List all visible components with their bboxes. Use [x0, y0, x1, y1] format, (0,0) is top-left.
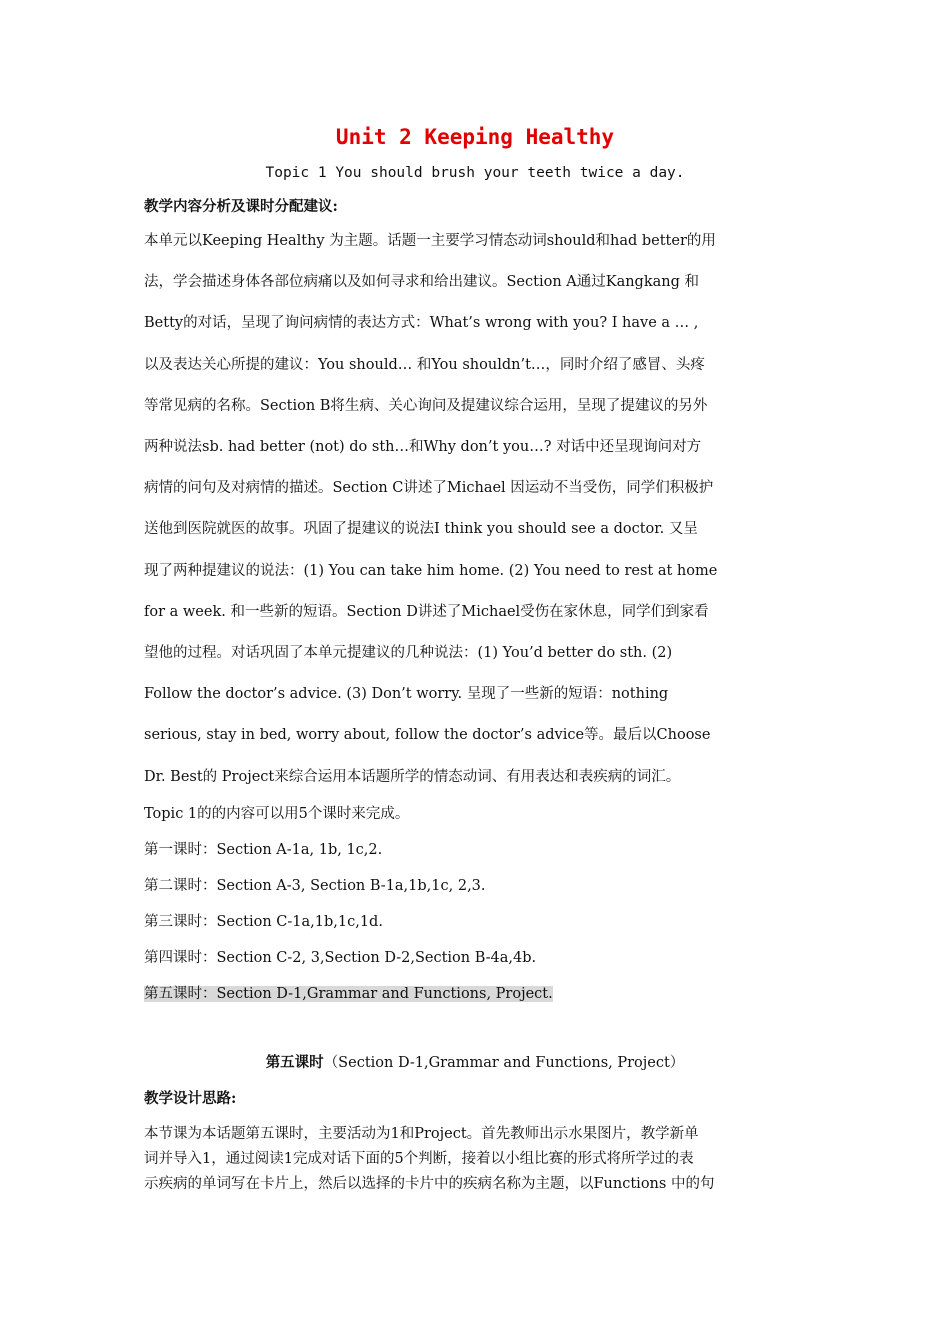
paragraph-line: Betty的对话，呈现了询问病情的表达方式：What’s wrong with you? I have a … , [144, 315, 699, 332]
page-subtitle: Topic 1 You should brush your teeth twice a day. [265, 165, 685, 181]
paragraph-line: 法，学会描述身体各部位病痛以及如何寻求和给出建议。Section A通过Kangkang 和 [144, 274, 700, 291]
analysis-paragraph [144, 221, 808, 798]
design-paragraph [144, 1122, 808, 1196]
paragraph-line: for a week. 和一些新的短语。Section D讲述了Michael受伤在家休息，同学们到家看 [144, 603, 709, 620]
highlighted-text: 第五课时：Section D-1,Grammar and Functions, Project. [144, 986, 553, 1002]
paragraph-line: Follow the doctor’s advice. (3) Don’t worry. 呈现了一些新的短语：nothing [144, 686, 669, 703]
lesson5-title [0, 1052, 950, 1074]
paragraph-line: 送他到医院就医的故事。巩固了提建议的说法I think you should see a doctor. 又呈 [144, 521, 698, 538]
paragraph-line: Dr. Best的 Project来综合运用本话题所学的情态动词、有用表达和表疾病的词汇。 [144, 768, 681, 785]
paragraph-line: 以及表达关心所提的建议：You should… 和You shouldn’t…，同时介绍了感冒、头疼 [144, 356, 705, 373]
lesson5-title-rest: （Section D-1,Grammar and Functions, Project） [323, 1055, 685, 1071]
paragraph-line: 本节课为本话题第五课时，主要活动为1和Project。首先教师出示水果图片，教学新单 [144, 1126, 699, 1142]
lesson-item: 第二课时：Section A-3, Section B-1a,1b,1c, 2,3. [144, 878, 486, 894]
paragraph-line: 词并导入1，通过阅读1完成对话下面的5个判断，接着以小组比赛的形式将所学过的表 [144, 1150, 694, 1167]
lesson5-title-bold: 第五课时 [265, 1054, 324, 1071]
paragraph-line: 等常见病的名称。Section B将生病、关心询问及提建议综合运用，呈现了提建议的另外 [144, 397, 708, 414]
lesson-item-highlighted [144, 983, 553, 1005]
paragraph-line: 两种说法sb. had better (not) do sth…和Why don’t you…? 对话中还呈现询问对方 [144, 439, 702, 456]
paragraph-line: 本单元以Keeping Healthy 为主题。话题一主要学习情态动词should和had better的用 [144, 233, 716, 249]
topic-note: Topic 1的的内容可以用5个课时来完成。 [144, 806, 410, 822]
lesson-item: 第四课时：Section C-2, 3,Section D-2,Section B-4a,4b. [144, 950, 537, 966]
lesson-item: 第三课时：Section C-1a,1b,1c,1d. [144, 914, 383, 930]
page-title: Unit 2 Keeping Healthy [335, 125, 615, 149]
paragraph-line: 示疾病的单词写在卡片上，然后以选择的卡片中的疾病名称为主题，以Functions 中的句 [144, 1175, 715, 1192]
paragraph-line: serious, stay in bed, worry about, follow the doctor’s advice等。最后以Choose [144, 727, 711, 744]
paragraph-line: 病情的问句及对病情的描述。Section C讲述了Michael 因运动不当受伤，同学们积极护 [144, 480, 714, 497]
analysis-heading: 教学内容分析及课时分配建议: [144, 198, 338, 215]
paragraph-line: 望他的过程。对话巩固了本单元提建议的几种说法：(1) You’d better do sth. (2) [144, 645, 673, 662]
paragraph-line: 现了两种提建议的说法：(1) You can take him home. (2) You need to rest at home [144, 562, 718, 579]
lesson-item: 第一课时：Section A-1a, 1b, 1c,2. [144, 842, 383, 858]
design-heading: 教学设计思路: [144, 1090, 237, 1107]
